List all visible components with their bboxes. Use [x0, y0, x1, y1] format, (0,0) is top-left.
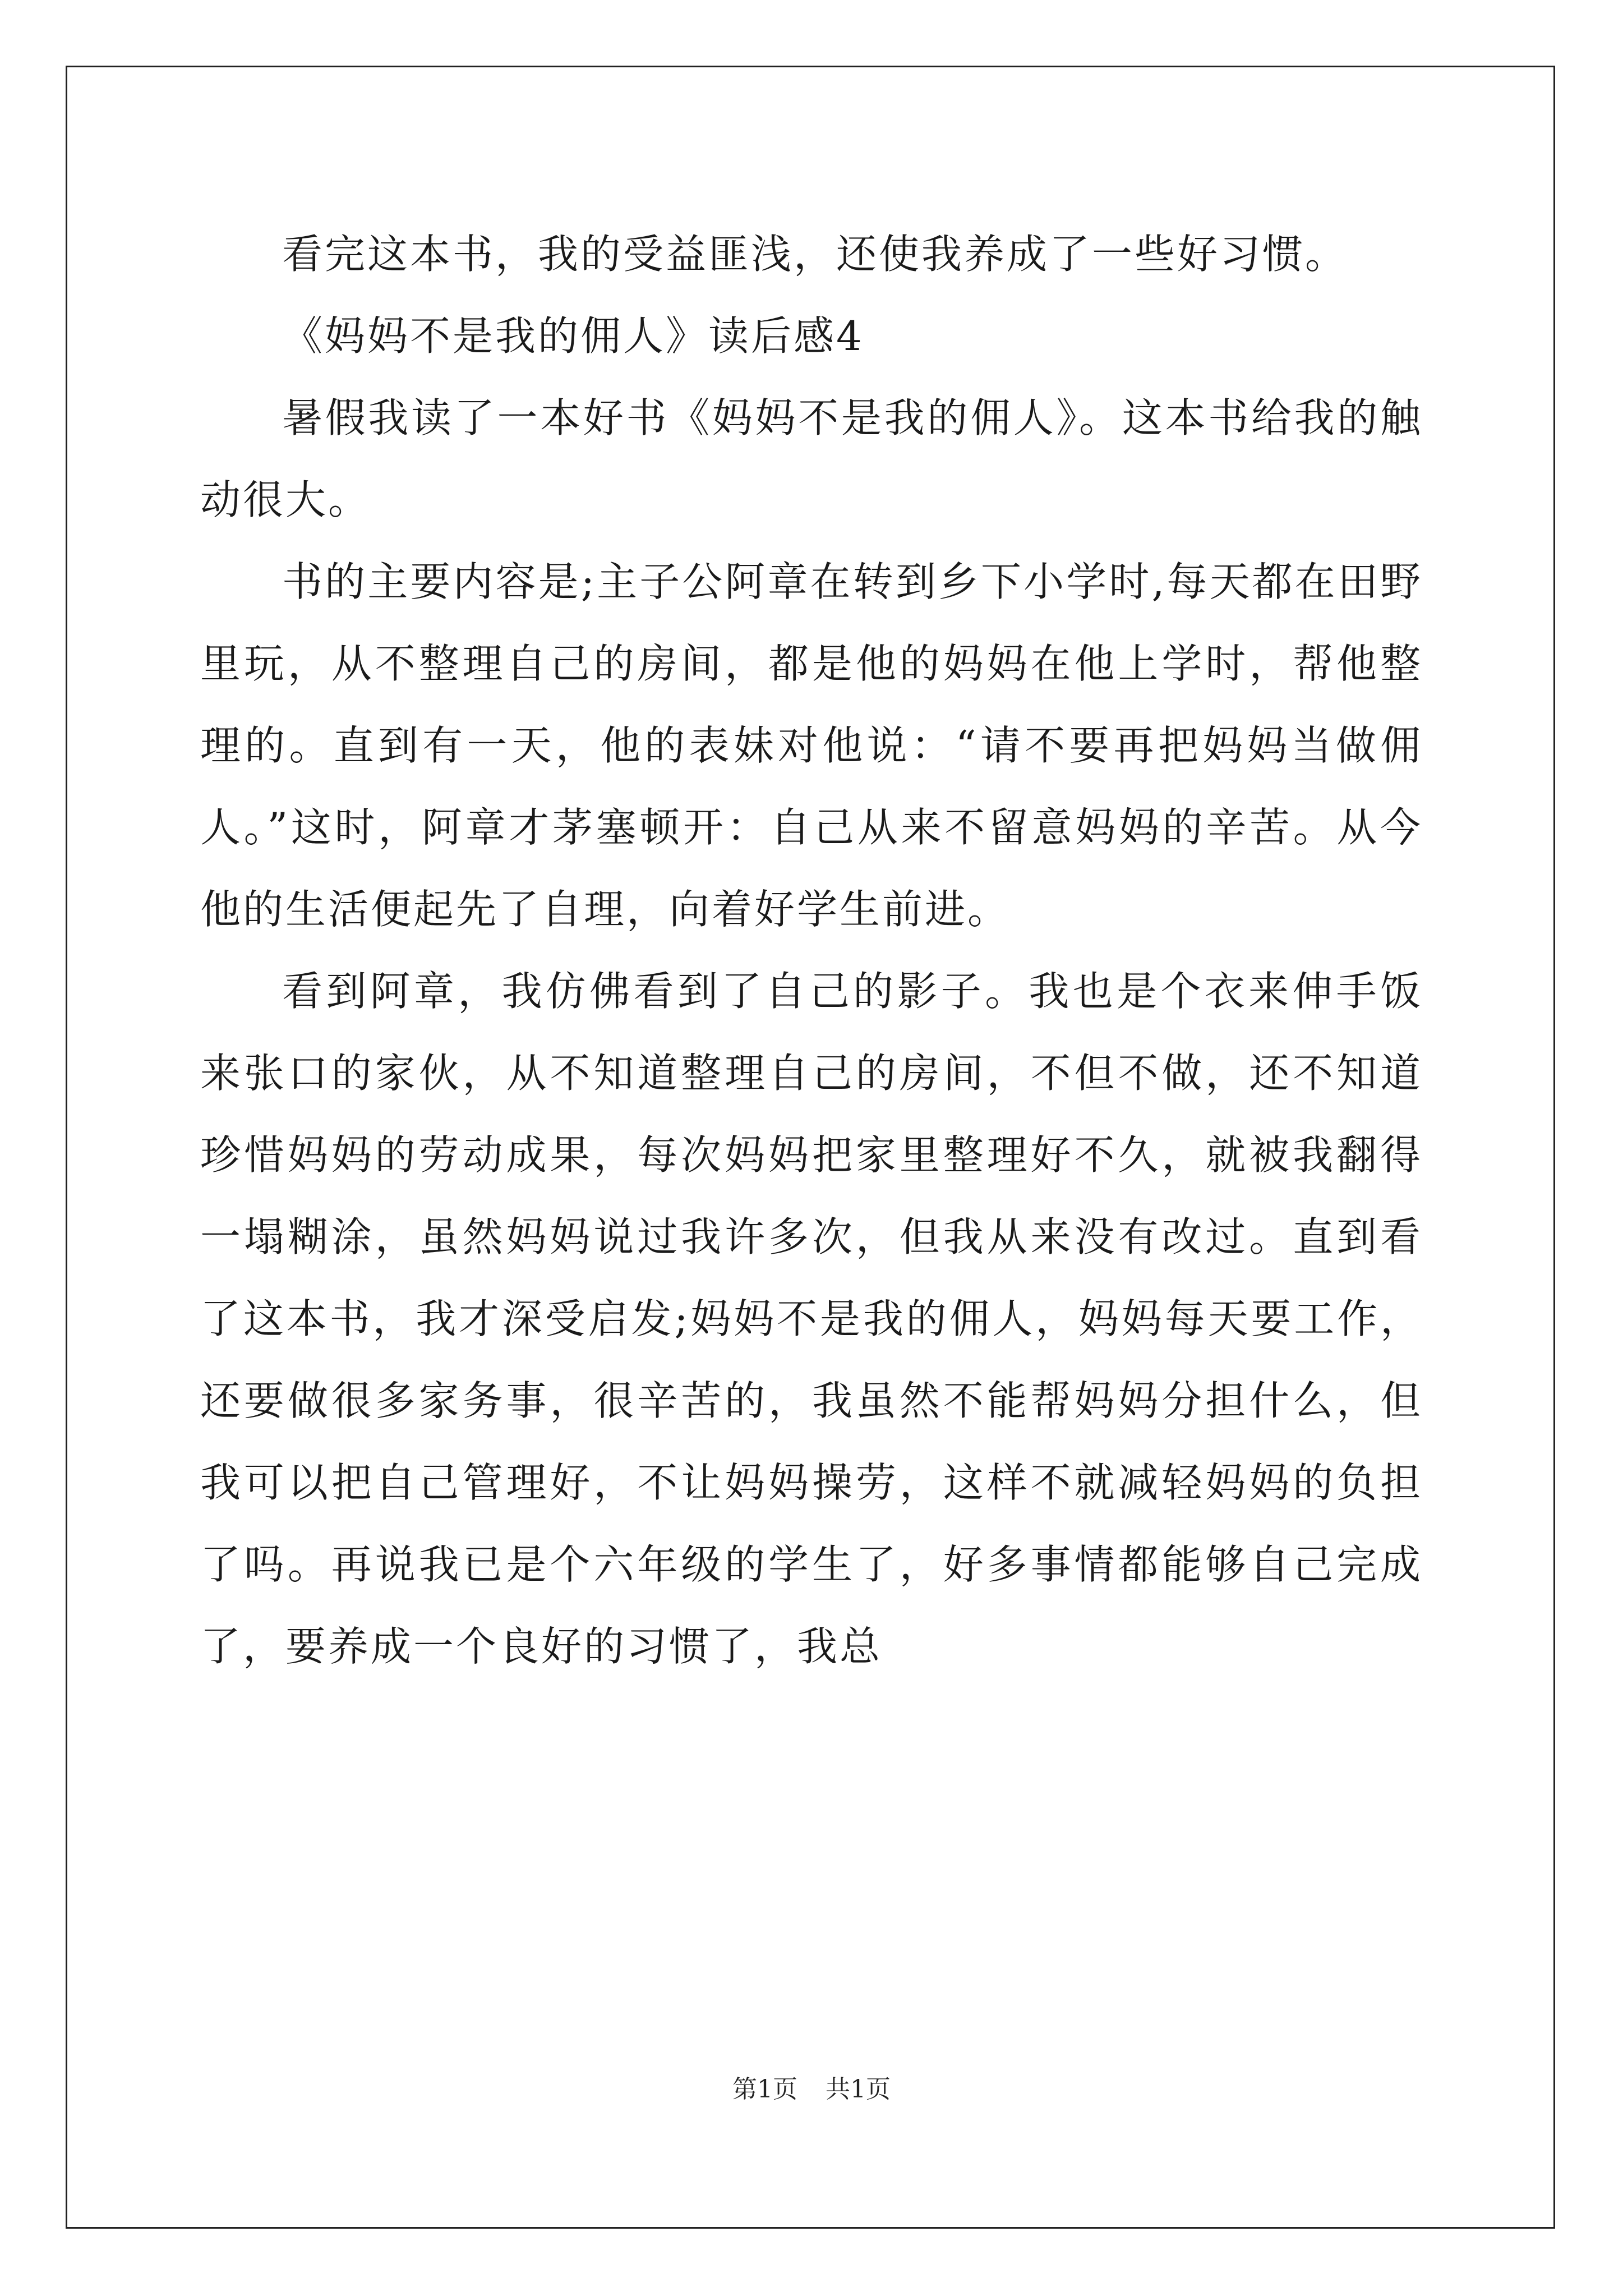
page-number: 第1页	[732, 2075, 797, 2104]
paragraph: 看完这本书，我的受益匪浅，还使我养成了一些好习惯。	[282, 231, 1348, 278]
paragraph: 书的主要内容是;主子公阿章在转到乡下小学时,每天都在田野里玩，从不整理自己的房间，都是他的妈妈在他上学时，帮他整理的。直到有一天，他的表妹对他说：“请不要再把妈妈当做佣人。”这时，阿章才茅塞顿开：自己从来不留意妈妈的辛苦。从今他的生活便起先了自理，向着好学生前进。	[200, 558, 1423, 933]
paragraph: 暑假我读了一本好书《妈妈不是我的佣人》。这本书给我的触动很大。	[200, 394, 1423, 523]
section-heading: 《妈妈不是我的佣人》读后感4	[282, 312, 864, 360]
paragraph: 看到阿章，我仿佛看到了自己的影子。我也是个衣来伸手饭来张口的家伙，从不知道整理自己的房间，不但不做，还不知道珍惜妈妈的劳动成果，每次妈妈把家里整理好不久，就被我翻得一塌糊涂，虽然妈妈说过我许多次，但我从来没有改过。直到看了这本书，我才深受启发;妈妈不是我的佣人，妈妈每天要工作，还要做很多家务事，很辛苦的，我虽然不能帮妈妈分担什么，但我可以把自己管理好，不让妈妈操劳，这样不就减轻妈妈的负担了吗。再说我已是个六年级的学生了，好多事情都能够自己完成了，要养成一个良好的习惯了，我总	[200, 968, 1423, 1670]
document-body	[200, 213, 1423, 1687]
page-footer	[0, 2073, 1623, 2106]
page-total: 共1页	[826, 2075, 891, 2104]
